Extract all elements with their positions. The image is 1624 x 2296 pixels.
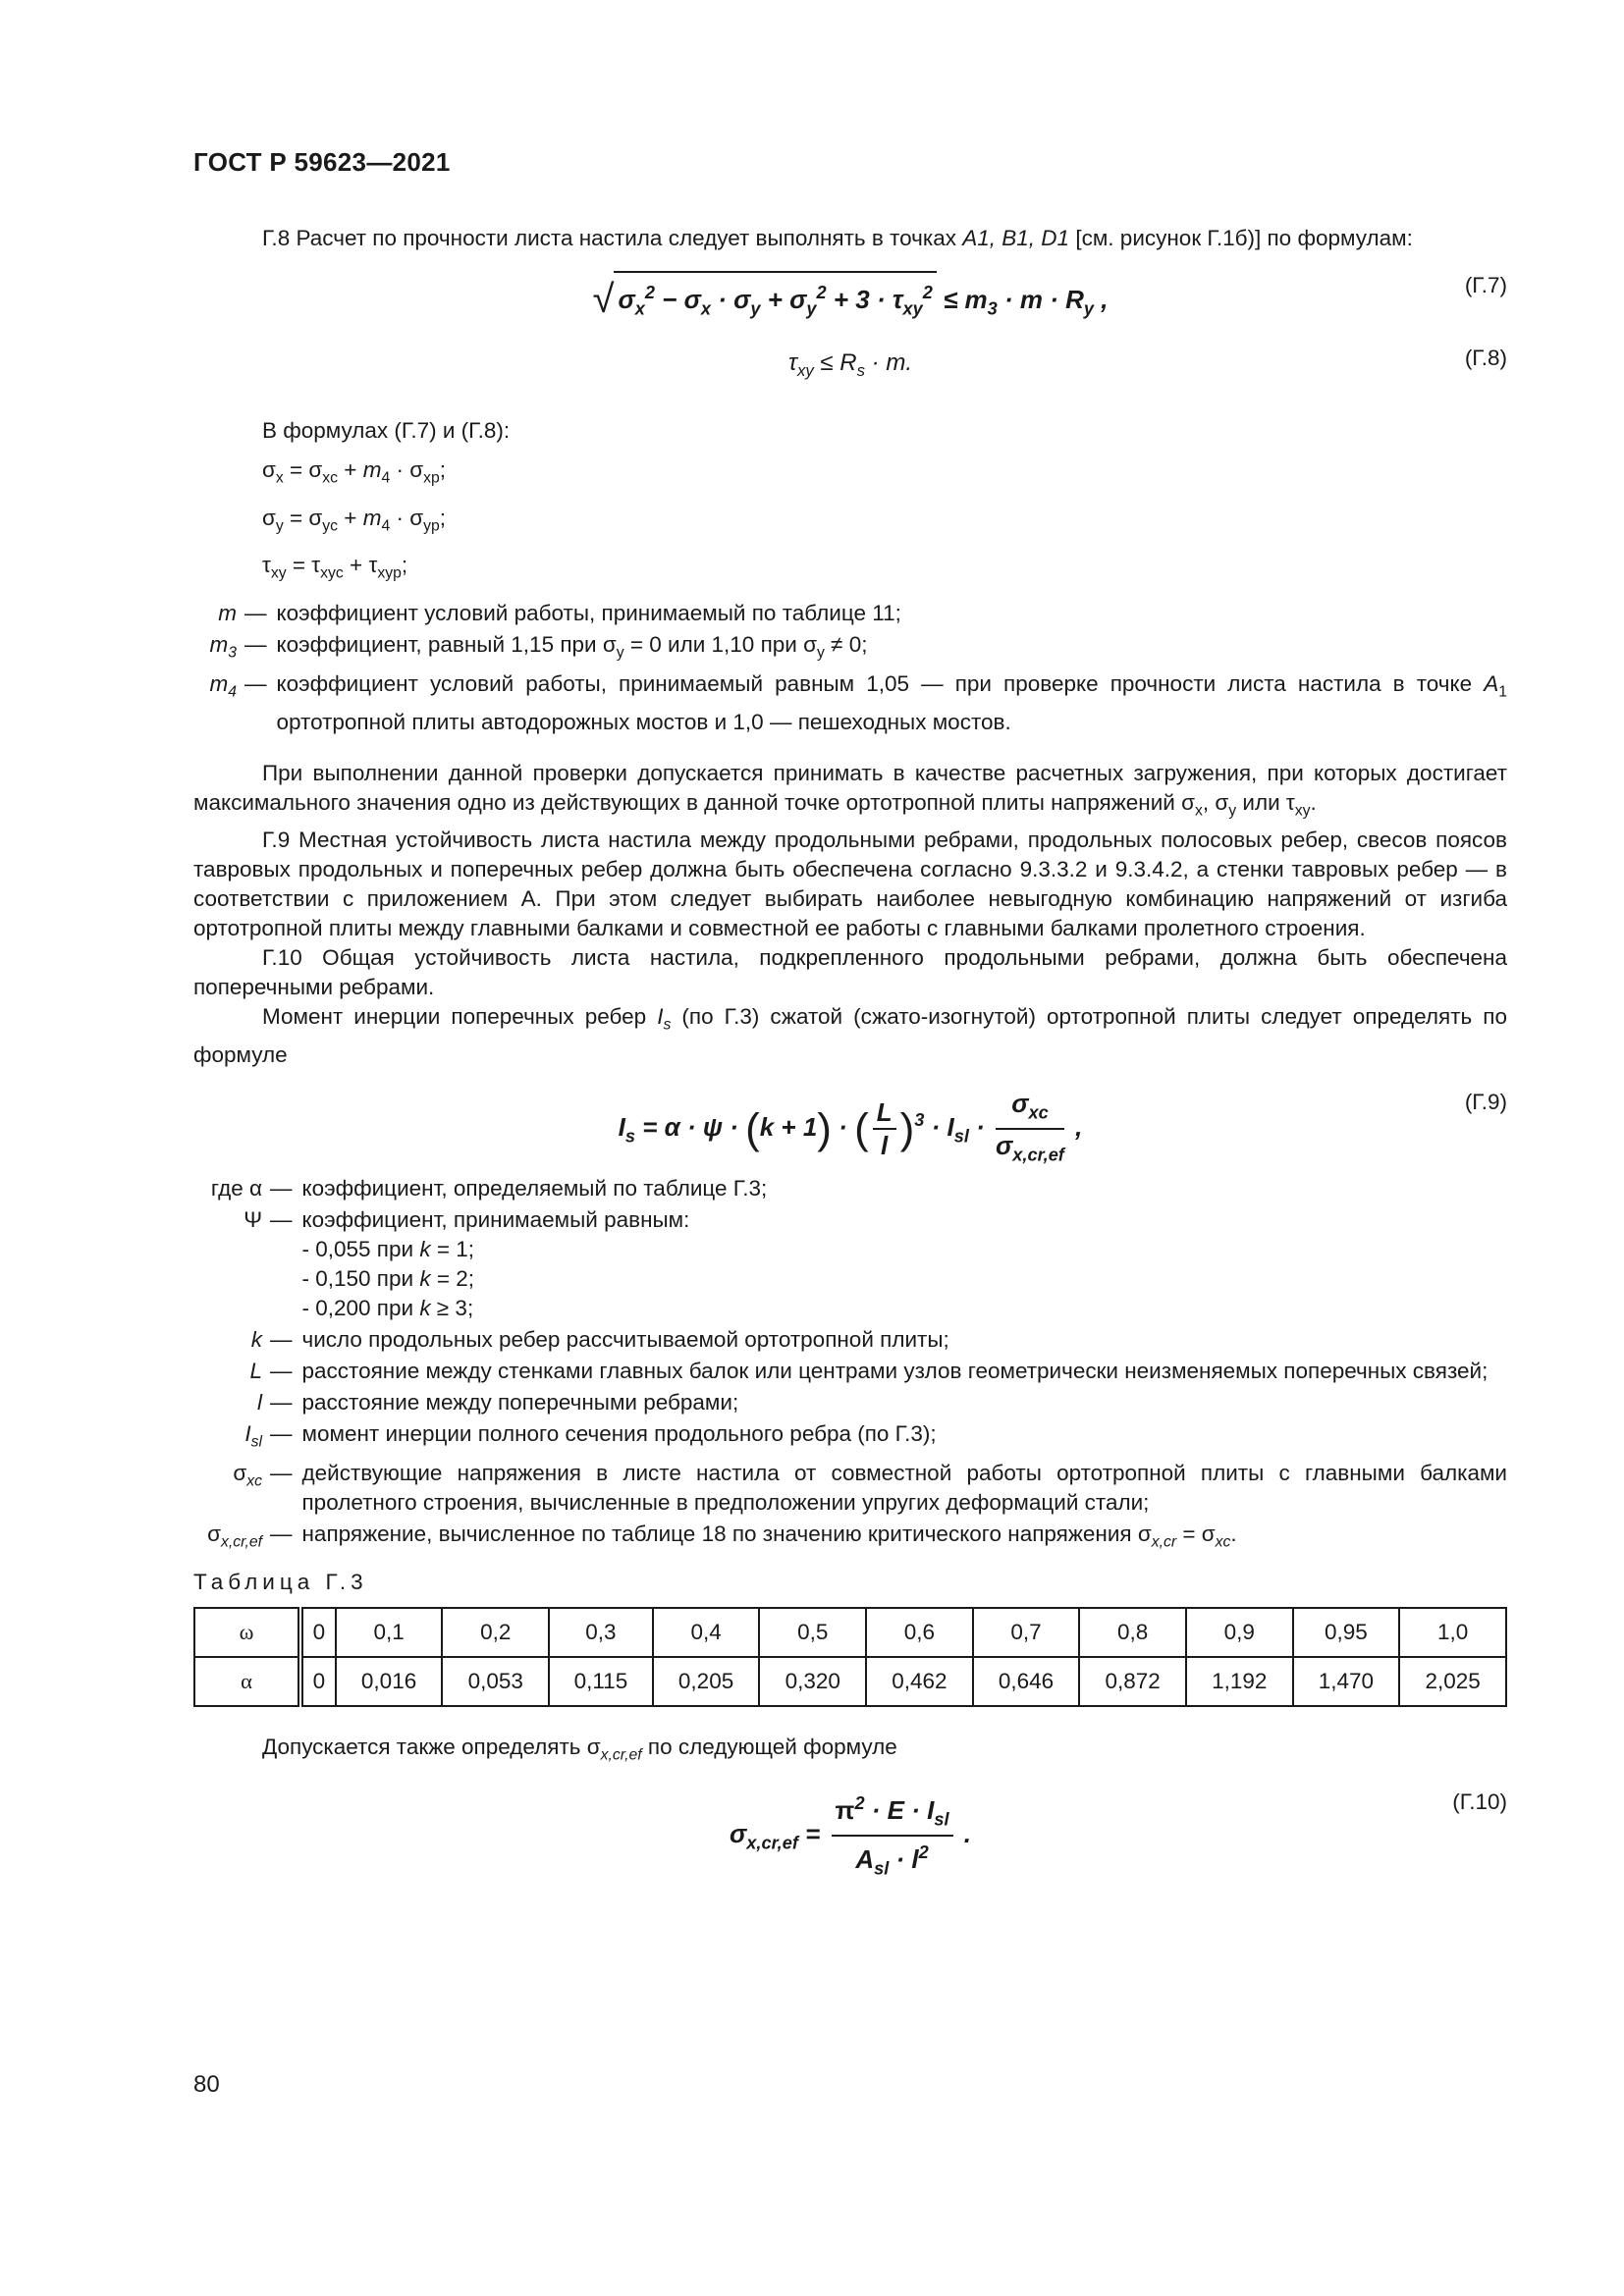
table-cell: 0,115 [549,1657,653,1706]
formula-g9-expression: $I_s = \alpha \cdot \psi \cdot (k + 1)$ · ( $\frac{L}{l}$ )$^3 \cdot I_{sl}$ · $\frac{\sigma_{xc}}{\sigma_{x,cr,ef}}$ , [618,1088,1083,1165]
psi-value: - 0,150 при k = 2; [301,1265,474,1291]
table-cell: 0,9 [1186,1608,1293,1657]
formula-g7-number: (Г.7) [1464,273,1507,297]
definition-symbol: $\sigma_{x,cr,ef}$ [207,1522,262,1551]
formula-g8-expression: $\tau_{xy} \le R_s \cdot m$. [788,349,912,380]
definition-text: расстояние между поперечными ребрами; [301,1389,739,1415]
definition-text [302,1205,1508,1323]
g8-lead-text: Г.8 Расчет по прочности листа настила следует выполнять в точках [262,226,956,250]
definition-item: Ψ — коэффициент, принимаемый равным: - 0,055 при k = 1; - 0,150 при k = 2; - 0,200 при k ≥ 3; [193,1205,1507,1323]
formula-g9-number: (Г.9) [1464,1089,1507,1114]
table-caption: Таблица Г.3 [193,1569,368,1594]
definition-item: m — коэффициент условий работы, принимаемый по таблице 11; [193,599,1507,628]
definition-item: $m_4$ — коэффициент условий работы, принимаемый равным 1,05 — при проверке прочности листа настила в точке $A_1$ ортотропной плиты автодорожных мостов и 1,0 — пешеходных мостов. [193,669,1507,737]
document-header: ГОСТ Р 59623—2021 [193,147,451,177]
table-cell: 0,7 [973,1608,1080,1657]
formula-g10-expression: $\sigma_{x,cr,ef}$ = $\frac{\pi^2 \cdot E \cdot I_{sl}}{A_{sl} \cdot l^2}$ . [730,1788,971,1885]
definition-text: коэффициент условий работы, принимаемый по таблице 11; [276,600,901,625]
table-cell: 0,4 [653,1608,760,1657]
page-content [193,224,1508,1879]
table-row-header: α [194,1657,300,1706]
formula-g8 [193,344,1507,387]
table-cell: 0,2 [442,1608,549,1657]
definition-symbol: m [218,600,237,625]
definitions-list-b [193,1174,1507,1558]
table-cell: 1,192 [1186,1657,1293,1706]
table-cell: 0,320 [759,1657,866,1706]
definition-symbol: $m_4$ [209,671,237,701]
formula-g8-number: (Г.8) [1464,346,1507,370]
var-line-tau-xy: $\tau_{xy} = \tau_{xyc} + \tau_{xyp}$; [262,553,408,582]
g8-points: A1, B1, D1 [962,226,1070,250]
definition-symbol: l [257,1389,262,1415]
paragraph-check: При выполнении данной проверки допускается принимать в качестве расчетных загружения, при которых достигает максимального значения одно из действующих в данной точке ортотропной плиты напряжений $\sigma_x$, $\sigma_y$ или $\tau_{xy}$. [193,760,1507,819]
table-cell: 0,95 [1293,1608,1400,1657]
table-cell: 0,1 [336,1608,443,1657]
definition-item: где α — коэффициент, определяемый по таблице Г.3; [193,1174,1507,1203]
table-cell: 0,053 [442,1657,549,1706]
var-line-sigma-x: $\sigma_x = \sigma_{xc} + m_4 \cdot \sigma_{xp}$; [262,457,447,487]
definition-item: $\sigma_{x,cr,ef}$ — напряжение, вычисленное по таблице 18 по значению критического напряжения $\sigma_{x,cr} = \sigma_{xc}$. [193,1520,1507,1558]
table-g3 [193,1607,1507,1707]
definition-item: l — расстояние между поперечными ребрами; [193,1388,1507,1417]
definition-symbol: $I_{sl}$ [244,1420,262,1450]
definition-symbol: $m_3$ [209,631,237,661]
table-cell: 0,6 [866,1608,973,1657]
variable-definitions [193,455,1507,589]
definition-text: коэффициент условий работы, принимаемый равным 1,05 — при проверке прочности листа настила в точке $A_1$ ортотропной плиты автодорожных мостов и 1,0 — пешеходных мостов. [276,671,1507,734]
paragraph-g8 [193,224,1507,253]
paragraph-also: Допускается также определять $\sigma_{x,cr,ef}$ по следующей формуле [262,1734,897,1763]
definition-text: напряжение, вычисленное по таблице 18 по значению критического напряжения $\sigma_{x,cr} = \sigma_{xc}$. [301,1522,1237,1551]
table-cell: 0,016 [336,1657,443,1706]
psi-intro: коэффициент, принимаемый равным: [301,1206,690,1232]
var-line-sigma-y: $\sigma_y = \sigma_{yc} + m_4 \cdot \sigma_{yp}$; [262,505,447,534]
formula-g10 [193,1788,1507,1879]
g8-tail-text: [см. рисунок Г.1б)] по формулам: [1075,226,1413,250]
definition-item: $I_{sl}$ — момент инерции полного сечения продольного ребра (по Г.3); [193,1419,1507,1458]
definition-symbol: Ψ [244,1206,262,1232]
table-cell: 0,8 [1079,1608,1186,1657]
definition-text: коэффициент, определяемый по таблице Г.3; [301,1175,768,1201]
definition-text: момент инерции полного сечения продольного ребра (по Г.3); [301,1420,937,1446]
paragraph-g9: Г.9 Местная устойчивость листа настила между продольными ребрами, продольных полосовых ребер, свесов поясов тавровых продольных и поперечных ребер должна быть обеспечена согласно 9.3.3.2 и 9.3.4.2, а стенки тавровых ребер — в соответствии с приложением А. При этом следует выбирать наиболее невыгодную комбинацию напряжений от изгиба ортотропной плиты между главными балками и совместной ее работы с главными балками пролетного строения. [193,828,1507,940]
definition-text: число продольных ребер рассчитываемой ортотропной плиты; [301,1326,949,1352]
table-row-alpha [194,1657,1506,1706]
table-cell: 0,5 [759,1608,866,1657]
psi-values [302,1235,1508,1323]
definition-item: $\sigma_{xc}$ — действующие напряжения в листе настила от совместной работы ортотропной плиты с главными балками пролетного строения, вычисленные в предположении упругих деформаций стали; [193,1459,1507,1518]
definition-text: коэффициент, равный 1,15 при $\sigma_y = 0$ или 1,10 при $\sigma_y \ne 0$; [276,631,868,661]
definition-symbol: где α [210,1175,262,1201]
definition-text: действующие напряжения в листе настила от совместной работы ортотропной плиты с главными балками пролетного строения, вычисленные в предположении упругих деформаций стали; [301,1461,1507,1515]
table-row-header: ω [194,1608,300,1657]
definition-item: L — расстояние между стенками главных балок или центрами узлов геометрически неизменяемых поперечных связей; [193,1357,1507,1386]
definition-text: расстояние между стенками главных балок или центрами узлов геометрически неизменяемых поперечных связей; [301,1358,1489,1383]
definitions-list-a [193,599,1507,737]
table-cell: 0 [300,1657,336,1706]
formula-g10-number: (Г.10) [1452,1789,1507,1814]
definition-symbol: k [250,1326,262,1352]
table-cell: 2,025 [1399,1657,1506,1706]
paragraph-moment: Момент инерции поперечных ребер $I_s$ (по Г.3) сжатой (сжато-изогнутой) ортотропной плиты следует определять по формуле [193,1004,1508,1067]
table-cell: 0,646 [973,1657,1080,1706]
psi-value: - 0,055 при k = 1; [301,1236,474,1261]
table-cell: 0,205 [653,1657,760,1706]
page-number: 80 [193,2071,220,2098]
in-formulas-text: В формулах (Г.7) и (Г.8): [262,418,511,443]
formula-g9 [193,1088,1507,1166]
table-cell: 1,0 [1399,1608,1506,1657]
definition-symbol: L [249,1358,262,1383]
formula-g7 [193,271,1507,336]
definition-symbol: $\sigma_{xc}$ [233,1461,262,1490]
formula-g7-expression: √ $\sigma_x^2 - \sigma_x \cdot \sigma_y + \sigma_y^2 + 3 \cdot \tau_{xy}^2 \le m_3 \cdot m \cdot R_y$ , [593,271,1109,328]
table-cell: 1,470 [1293,1657,1400,1706]
table-cell: 0,3 [549,1608,653,1657]
definition-item: k — число продольных ребер рассчитываемой ортотропной плиты; [193,1325,1507,1355]
table-row-omega [194,1608,1506,1657]
table-cell: 0 [300,1608,336,1657]
paragraph-g10: Г.10 Общая устойчивость листа настила, подкрепленного продольными ребрами, должна быть обеспечена поперечными ребрами. [193,945,1507,999]
psi-value: - 0,200 при k ≥ 3; [301,1295,474,1320]
definition-item: $m_3$ — коэффициент, равный 1,15 при $\sigma_y = 0$ или 1,10 при $\sigma_y \ne 0$; [193,630,1507,668]
table-cell: 0,872 [1079,1657,1186,1706]
table-cell: 0,462 [866,1657,973,1706]
